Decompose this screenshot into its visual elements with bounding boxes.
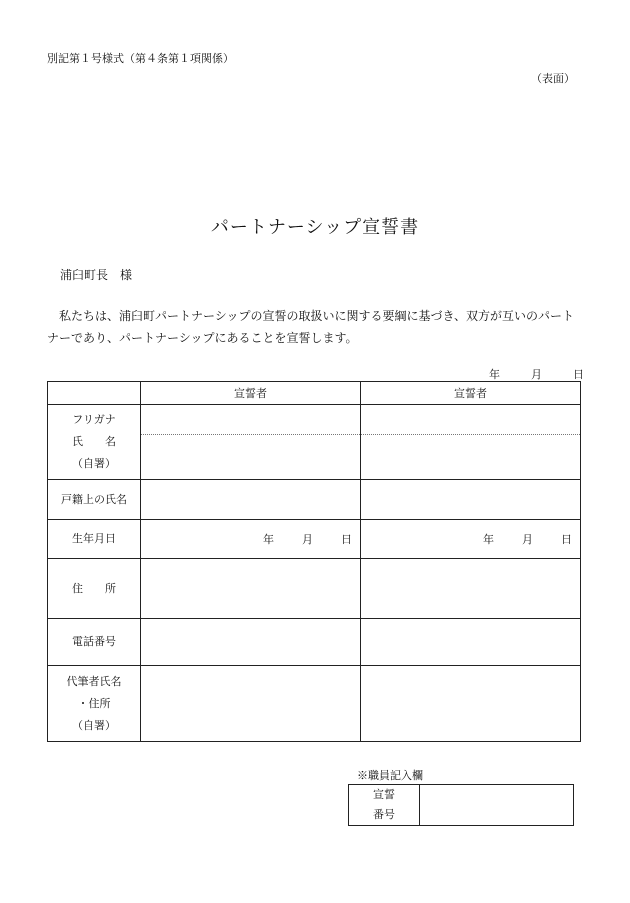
birth-year-label: 年 — [483, 533, 494, 546]
proxy-name-label: 代筆者氏名 — [66, 674, 122, 688]
declaration-number-label-line2: 番号 — [373, 808, 395, 821]
document-title: パートナーシップ宣誓書 — [210, 217, 420, 238]
signature-note: （自署） — [72, 457, 116, 470]
birth-year-label: 年 — [263, 533, 274, 546]
declarant-1-header: 宣誓者 — [141, 382, 361, 405]
proxy-signature-note: （自署） — [72, 718, 116, 732]
side-label: （表面） — [531, 72, 575, 85]
declarant-1-family-register-name-field[interactable] — [141, 480, 361, 520]
declarant-1-proxy-field[interactable] — [141, 666, 361, 742]
birth-month-label: 月 — [522, 533, 533, 546]
name-label: 氏 名 — [72, 435, 116, 448]
declarant-1-furigana-field[interactable] — [141, 405, 361, 435]
declarant-2-address-field[interactable] — [361, 559, 581, 619]
declaration-number-field[interactable] — [420, 785, 574, 826]
date-month-label: 月 — [531, 368, 542, 381]
address-label: 住 所 — [48, 559, 141, 619]
declarant-1-birth-date-field[interactable] — [141, 520, 361, 559]
declarant-2-phone-field[interactable] — [361, 619, 581, 666]
declaration-date — [489, 366, 584, 382]
phone-label: 電話番号 — [48, 619, 141, 666]
proxy-label-cell — [48, 666, 141, 742]
date-year-label: 年 — [489, 368, 500, 381]
declaration-number-label-line1: 宣誓 — [373, 788, 395, 801]
birth-day-label: 日 — [561, 533, 572, 546]
furigana-label: フリガナ — [72, 413, 116, 426]
staff-use-label: ※職員記入欄 — [357, 769, 423, 782]
declarant-1-name-field[interactable] — [141, 435, 361, 480]
name-label-cell — [48, 405, 141, 480]
declaration-text: 私たちは、浦臼町パートナーシップの宣誓の取扱いに関する要綱に基づき、双方が互いのパートナーであり、パートナーシップにあることを宣誓します。 — [47, 309, 575, 345]
declarant-2-birth-date-field[interactable] — [361, 520, 581, 559]
form-number-label: 別記第１号様式（第４条第１項関係） — [47, 52, 234, 65]
birth-date-label: 生年月日 — [48, 520, 141, 559]
declarant-1-phone-field[interactable] — [141, 619, 361, 666]
date-day-label: 日 — [573, 368, 584, 381]
declarant-2-name-field[interactable] — [361, 435, 581, 480]
declarant-1-address-field[interactable] — [141, 559, 361, 619]
addressee: 浦臼町長 様 — [60, 268, 133, 282]
birth-month-label: 月 — [302, 533, 313, 546]
staff-use-table — [348, 784, 574, 826]
family-register-name-label: 戸籍上の氏名 — [48, 480, 141, 520]
birth-day-label: 日 — [341, 533, 352, 546]
declarant-2-proxy-field[interactable] — [361, 666, 581, 742]
header-blank-cell — [48, 382, 141, 405]
declarant-2-furigana-field[interactable] — [361, 405, 581, 435]
declaration-number-label-cell — [349, 785, 420, 826]
proxy-address-label: ・住所 — [77, 696, 111, 710]
declaration-table — [47, 381, 581, 742]
declarant-2-family-register-name-field[interactable] — [361, 480, 581, 520]
declarant-2-header: 宣誓者 — [361, 382, 581, 405]
